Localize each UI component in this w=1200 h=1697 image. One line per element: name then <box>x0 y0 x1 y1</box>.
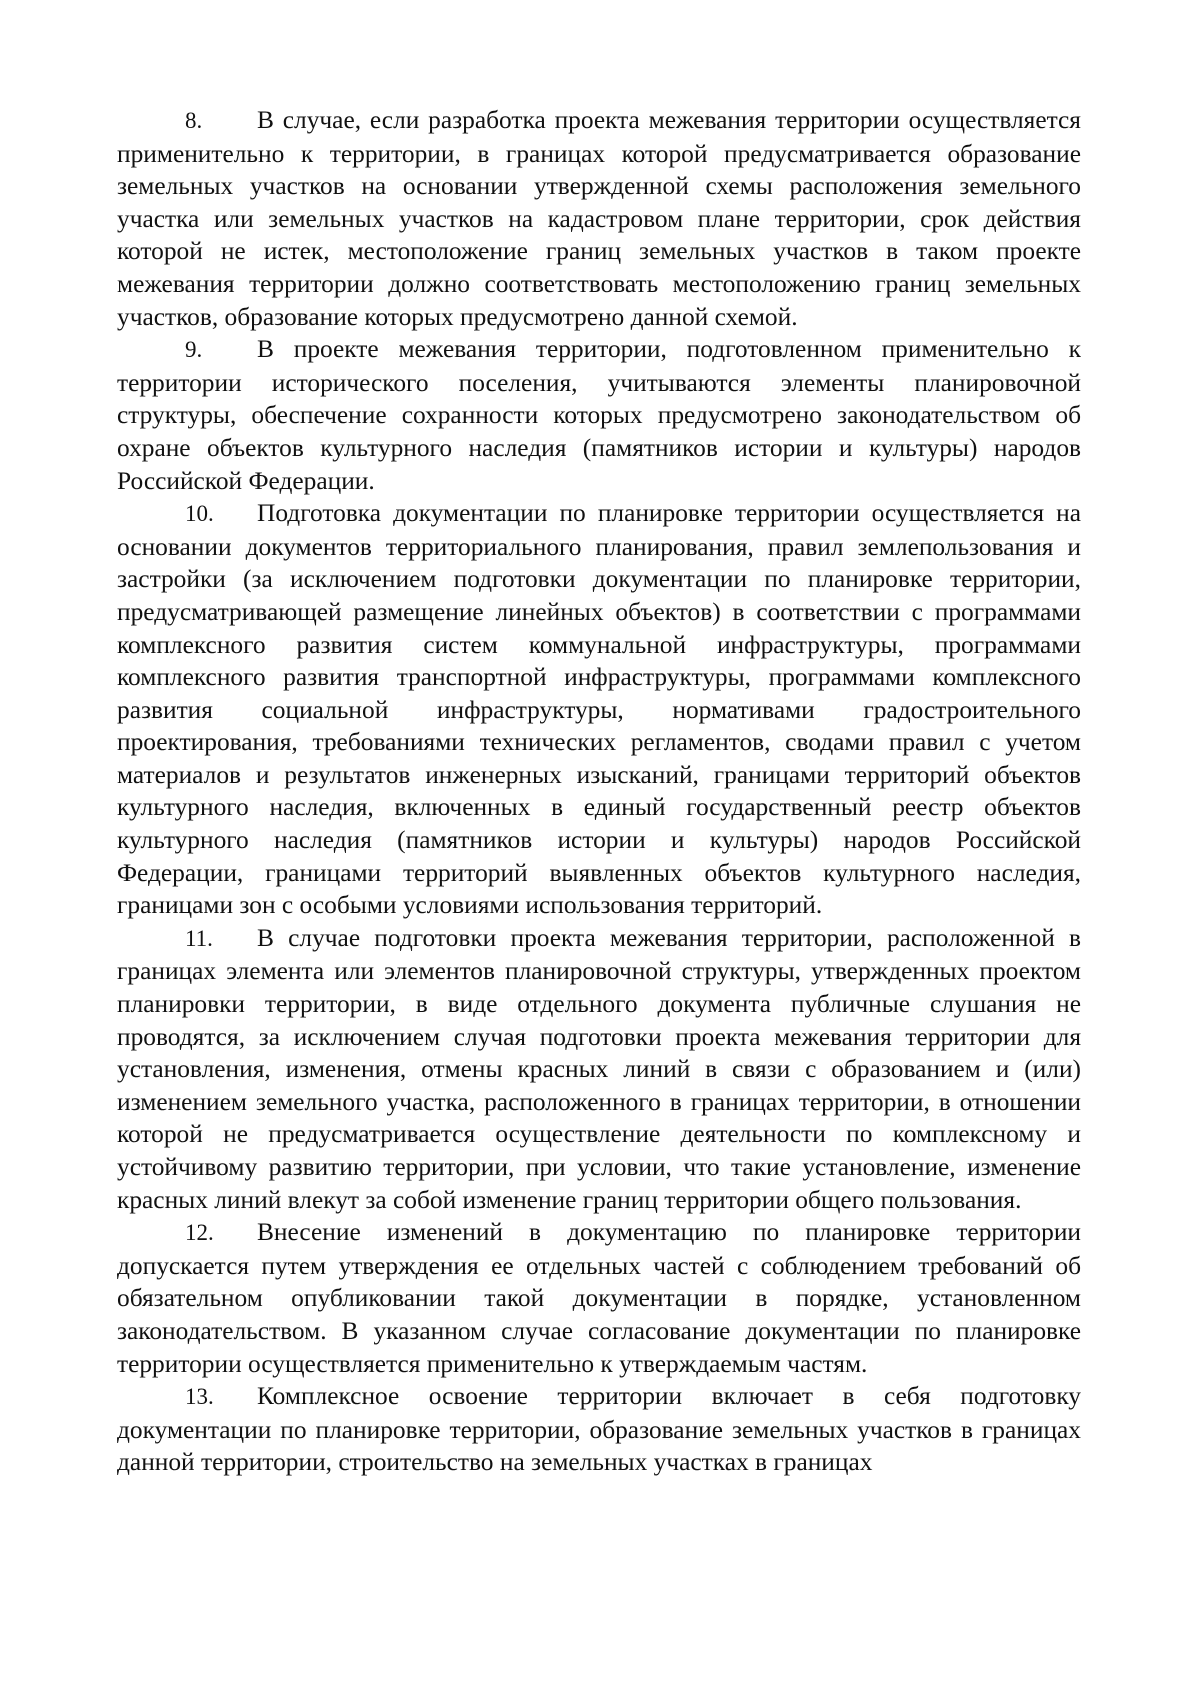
paragraph-number: 9. <box>185 337 203 363</box>
paragraph-8 <box>117 104 1081 333</box>
paragraph-number: 10. <box>185 501 214 527</box>
paragraph-11 <box>117 922 1081 1216</box>
paragraph-12 <box>117 1216 1081 1380</box>
paragraph-text: Комплексное освоение территории включает в себя подготовку документации по планировке территории, образование земельных участков в границах данной территории, строительство на земельных участках в границах <box>117 1382 1081 1477</box>
paragraph-number: 12. <box>185 1220 214 1246</box>
paragraph-text: В проекте межевания территории, подготовленном применительно к территории исторического поселения, учитываются элементы планировочной структуры, обеспечение сохранности которых предусмотрено законодательством об охране объектов культурного наследия (памятников истории и культуры) народов Российской Федерации. <box>117 335 1081 495</box>
paragraph-text: В случае, если разработка проекта межевания территории осуществляется применительно к территории, в границах которой предусматривается образование земельных участков на основании утвержденной схемы расположения земельного участка или земельных участков на кадастровом плане территории, срок действия которой не истек, местоположение границ земельных участков в таком проекте межевания территории должно соответствовать местоположению границ земельных участков, образование которых предусмотрено данной схемой. <box>117 106 1081 331</box>
paragraph-10 <box>117 497 1081 922</box>
paragraph-number: 13. <box>185 1384 214 1410</box>
document-page <box>117 104 1081 1479</box>
paragraph-9 <box>117 333 1081 497</box>
paragraph-text: Внесение изменений в документацию по планировке территории допускается путем утверждения ее отдельных частей с соблюдением требований об обязательном опубликовании такой документации в порядке, установленном законодательством. В указанном случае согласование документации по планировке территории осуществляется применительно к утверждаемым частям. <box>117 1218 1081 1378</box>
paragraph-number: 11. <box>185 925 213 951</box>
paragraph-13 <box>117 1380 1081 1479</box>
paragraph-number: 8. <box>185 108 203 133</box>
paragraph-text: В случае подготовки проекта межевания территории, расположенной в границах элемента или элементов планировочной структуры, утвержденных проектом планировки территории, в виде отдельного документа публичные слушания не проводятся, за исключением случая подготовки проекта межевания территории для установления, изменения, отмены красных линий в связи с образованием и (или) изменением земельного участка, расположенного в границах территории, в отношении которой не предусматривается осуществление деятельности по комплексному и устойчивому развитию территории, при условии, что такие установление, изменение красных линий влекут за собой изменение границ территории общего пользования. <box>117 923 1081 1214</box>
paragraph-text: Подготовка документации по планировке территории осуществляется на основании документов территориального планирования, правил землепользования и застройки (за исключением подготовки документации по планировке территории, предусматривающей размещение линейных объектов) в соответствии с программами комплексного развития систем коммунальной инфраструктуры, программами комплексного развития транспортной инфраструктуры, программами комплексного развития социальной инфраструктуры, нормативами градостроительного проектирования, требованиями технических регламентов, сводами правил с учетом материалов и результатов инженерных изысканий, границами территорий объектов культурного наследия, включенных в единый государственный реестр объектов культурного наследия (памятников истории и культуры) народов Российской Федерации, границами территорий выявленных объектов культурного наследия, границами зон с особыми условиями использования территорий. <box>117 499 1081 920</box>
